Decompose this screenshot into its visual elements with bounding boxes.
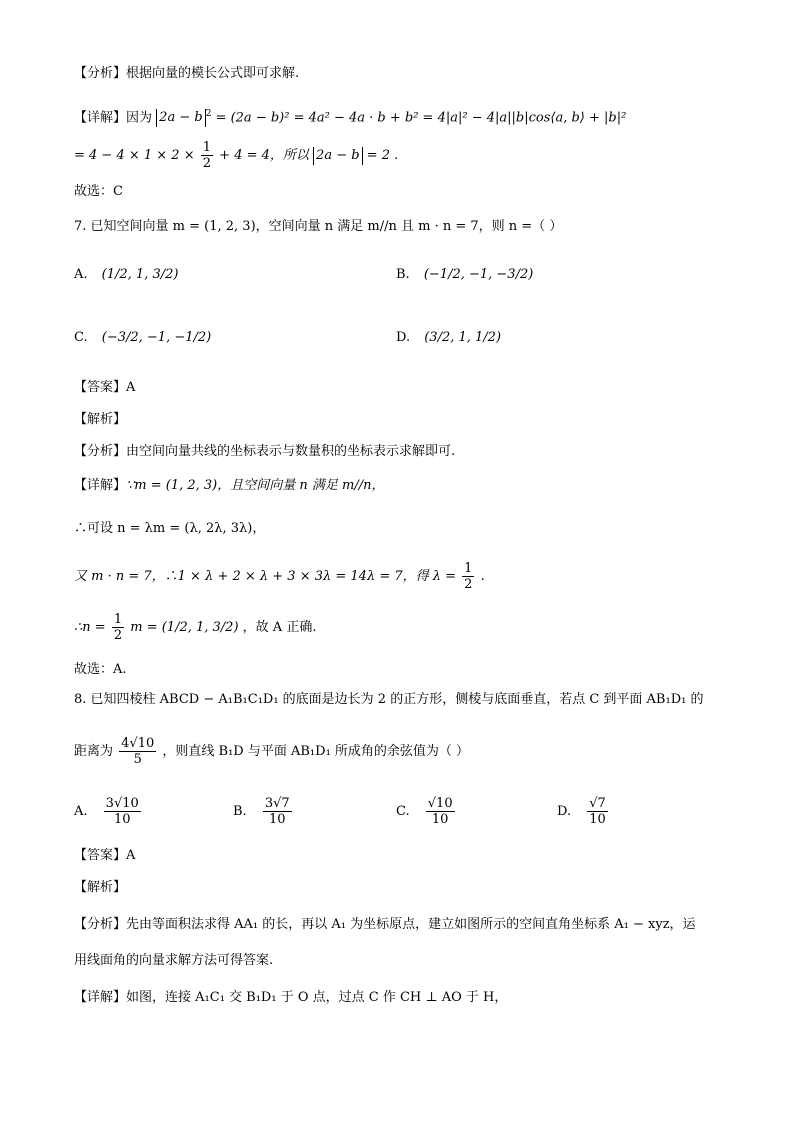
q7-option-b-letter: B. [396,267,410,282]
q8-answer-line [74,846,135,866]
q8-option-c-letter: C. [396,804,410,819]
q6-analysis-line [74,64,299,84]
q7-detail-4-vector: (1/2, 1, 3/2) [161,620,239,635]
q7-analysis-text: 由空间向量共线的坐标表示与数量积的坐标表示求解即可. [126,444,456,459]
q8-option-d[interactable] [557,796,610,827]
q6-cont-c: = 2 . [366,148,399,163]
q7-answer-line [74,378,135,398]
q8-stem-2b: ，则直线 B₁D 与平面 AB₁D₁ 所成角的余弦值为（ ） [162,744,470,759]
q8-analysis-1-text: 先由等面积法求得 AA₁ 的长，再以 A₁ 为坐标原点，建立如图所示的空间直角坐标系 A₁ − xyz，运 [126,917,696,932]
q8-option-b-fraction: $\frac{3√7}{10}$ [264,796,290,827]
q8-option-a[interactable] [74,796,143,827]
q8-stem-1: 8. 已知四棱柱 ABCD − A₁B₁C₁D₁ 的底面是边长为 2 的正方形，侧棱与底面垂直，若点 C 到平面 AB₁D₁ 的 [74,692,704,707]
q8-detail-label: 【详解】 [74,990,127,1005]
q6-analysis-label: 【分析】 [74,66,127,81]
q7-analysis-label: 【分析】 [74,444,127,459]
q7-answer-label: 【答案】 [74,380,127,395]
q8-detail-1 [74,988,507,1008]
q7-answer: A [126,380,136,395]
q8-answer: A [126,848,136,863]
q7-detail-1-text: ∵m = (1, 2, 3)，且空间向量 n 满足 m//n， [126,478,385,493]
q8-option-a-fraction: $\frac{3√10}{10}$ [105,796,139,827]
q6-abs-expr-2: 2a − b [313,147,363,165]
q8-detail-1-text: 如图，连接 A₁C₁ 交 B₁D₁ 于 O 点，过点 C 作 CH ⊥ AO 于 H， [126,990,508,1005]
q8-stem-2a: 距离为 [74,744,114,759]
q8-analysis-1 [74,915,696,935]
q7-stem: 7. 已知空间向量 m = (1, 2, 3)，空间向量 n 满足 m//n 且 m · n = 7，则 n =（ ） [74,219,563,234]
q7-option-c-text: (−3/2, −1, −1/2) [101,330,212,345]
q6-detail-cont [74,140,398,171]
q7-option-d[interactable] [396,330,501,345]
q6-detail-line: 【详解】因为 2a − b $^2$ = (2a − b)² = 4a² − 4a · b + b² = 4|a|² − 4|a||b|cos⟨a, b⟩ + |b|² [74,109,627,126]
q7-detail-3 [74,561,485,592]
q8-option-c[interactable] [396,796,457,827]
q8-stem-2 [74,736,469,767]
q7-lambda-fraction: $\frac{1}{2}$ [464,561,473,592]
q7-detail-3a: 又 m · n = 7，∴1 × λ + 2 × λ + 3 × 3λ = 14λ = 7，得 λ = [74,569,457,584]
q8-jiexi-label: 【解析】 [74,880,127,895]
q7-detail-4a: ∴n = [74,620,106,635]
q6-half-fraction: $\frac{1}{2}$ [202,140,212,171]
q8-distance-fraction: $\frac{4√10}{5}$ [121,736,155,767]
q8-analysis-label: 【分析】 [74,917,127,932]
q7-choose: 故选：A. [74,662,127,677]
q8-option-b[interactable] [233,796,294,827]
q7-option-d-letter: D. [396,330,411,345]
q7-detail-2: ∴可设 n = λm = (λ, 2λ, 3λ)， [74,521,266,536]
q6-detail-prefix: 因为 [126,110,153,126]
q7-half-fraction: $\frac{1}{2}$ [113,612,123,643]
q7-option-d-text: (3/2, 1, 1/2) [424,330,502,345]
q7-option-b[interactable] [396,267,533,282]
q8-analysis-2: 用线面角的向量求解方法可得答案. [74,953,274,968]
q7-detail-label: 【详解】 [74,478,127,493]
q7-option-b-text: (−1/2, −1, −3/2) [423,267,534,282]
q7-option-c[interactable] [74,330,211,345]
q7-option-a-text: (1/2, 1, 3/2) [101,267,179,282]
q7-detail-1 [74,476,385,496]
q7-detail-4b: m = [130,620,158,635]
q8-option-c-fraction: $\frac{√10}{10}$ [427,796,453,827]
q7-detail-4c: ，故 A 正确. [242,620,317,635]
q6-cont-b: + 4 = 4，所以 [219,148,309,163]
q6-cont-a: = 4 − 4 × 1 × 2 × [74,148,195,163]
q7-analysis-line [74,442,455,462]
q8-option-a-letter: A. [74,804,88,819]
q7-option-a-letter: A. [74,267,88,282]
q7-option-c-letter: C. [74,330,88,345]
q6-detail-eq1: = (2a − b)² = 4a² − 4a · b + b² = 4|a|² − 4|a||b|cos⟨a, b⟩ + |b|² [215,110,627,126]
q6-detail-label: 【详解】 [74,110,127,126]
q6-abs-expr: 2a − b [156,109,206,127]
q7-option-a[interactable] [74,267,178,282]
q8-option-d-letter: D. [557,804,572,819]
q8-answer-label: 【答案】 [74,848,127,863]
q7-detail-4 [74,612,316,643]
q7-jiexi-label: 【解析】 [74,412,127,427]
q7-detail-3b: . [480,569,485,584]
q6-choose: 故选：C [74,184,123,199]
q8-option-d-fraction: $\frac{√7}{10}$ [589,796,606,827]
q6-analysis-text: 根据向量的模长公式即可求解. [126,66,300,81]
q8-option-b-letter: B. [233,804,247,819]
